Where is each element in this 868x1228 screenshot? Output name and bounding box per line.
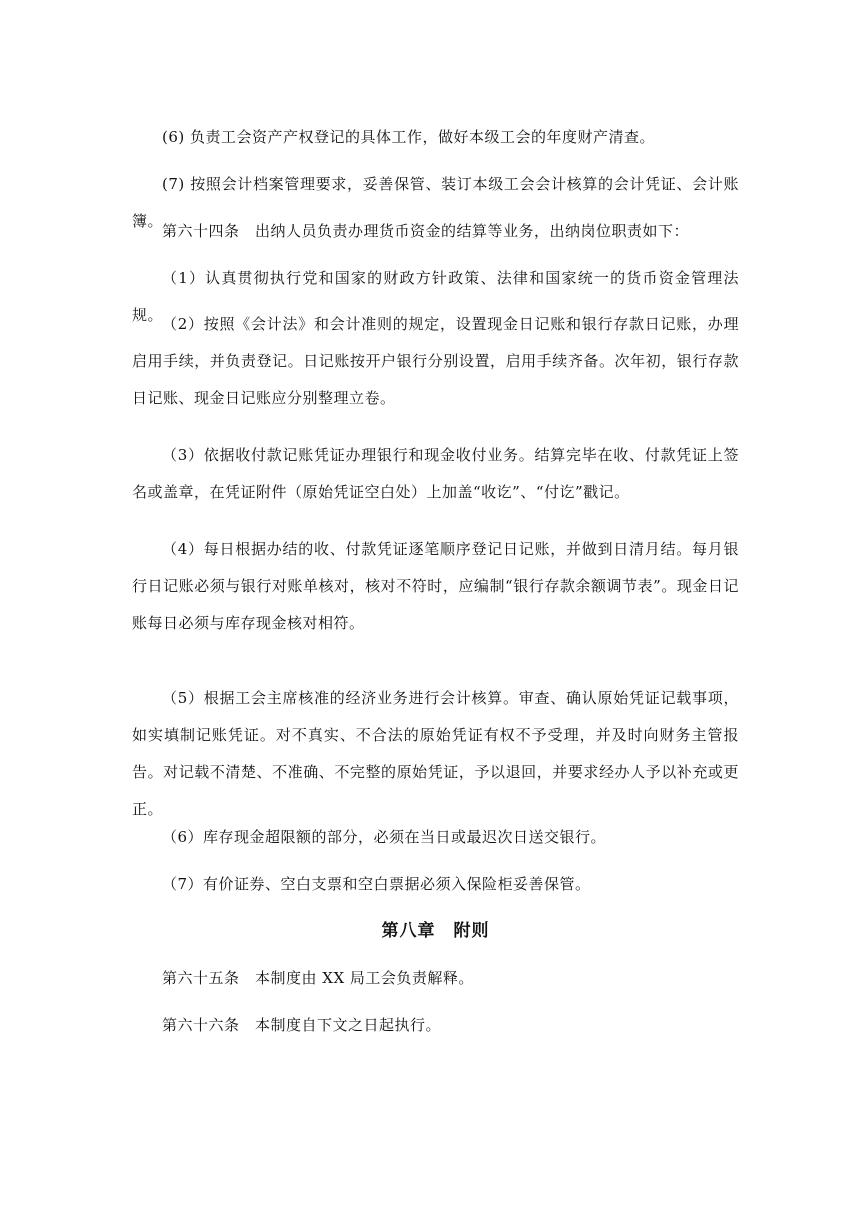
paragraph-duty-7: (7) 按照会计档案管理要求，妥善保管、装订本级工会会计核算的会计凭证、会计账簿。: [132, 175, 739, 230]
cashier-duty-2: （2）按照《会计法》和会计准则的规定，设置现金日记账和银行存款日记账，办理启用手续，并负责登记。日记账按开户银行分别设置，启用手续齐备。次年初，银行存款日记账、现金日记账应分别整理立卷。: [132, 315, 739, 407]
cashier-duty-5: （5）根据工会主席核准的经济业务进行会计核算。审查、确认原始凭证记载事项，如实填制记账凭证。对不真实、不合法的原始凭证有权不予受理，并及时向财务主管报告。对记载不清楚、不准确、不完整的原始凭证，予以退回，并要求经办人予以补充或更正。: [132, 689, 739, 818]
cashier-duty-6: （6）库存现金超限额的部分，必须在当日或最迟次日送交银行。: [162, 828, 607, 846]
article-65: 第六十五条 本制度由 XX 局工会负责解释。: [162, 969, 474, 987]
article-66: 第六十六条 本制度自下文之日起执行。: [162, 1016, 442, 1034]
cashier-duty-1: （1）认真贯彻执行党和国家的财政方针政策、法律和国家统一的货币资金管理法规。: [132, 269, 739, 324]
cashier-duty-7: （7）有价证券、空白支票和空白票据必须入保险柜妥善保管。: [162, 875, 591, 893]
paragraph-duty-6: (6) 负责工会资产产权登记的具体工作，做好本级工会的年度财产清查。: [162, 128, 656, 146]
cashier-duty-3: （3）依据收付款记账凭证办理银行和现金收付业务。结算完毕在收、付款凭证上签名或盖章，在凭证附件（原始凭证空白处）上加盖“收讫”、“付讫”戳记。: [132, 446, 739, 501]
cashier-duty-4: （4）每日根据办结的收、付款凭证逐笔顺序登记日记账，并做到日清月结。每月银行日记账必须与银行对账单核对，核对不符时，应编制“银行存款余额调节表”。现金日记账每日必须与库存现金核对相符。: [132, 540, 739, 632]
article-64: 第六十四条 出纳人员负责办理货币资金的结算等业务，出纳岗位职责如下：: [162, 222, 690, 240]
chapter-heading: 第八章 附则: [381, 921, 490, 941]
